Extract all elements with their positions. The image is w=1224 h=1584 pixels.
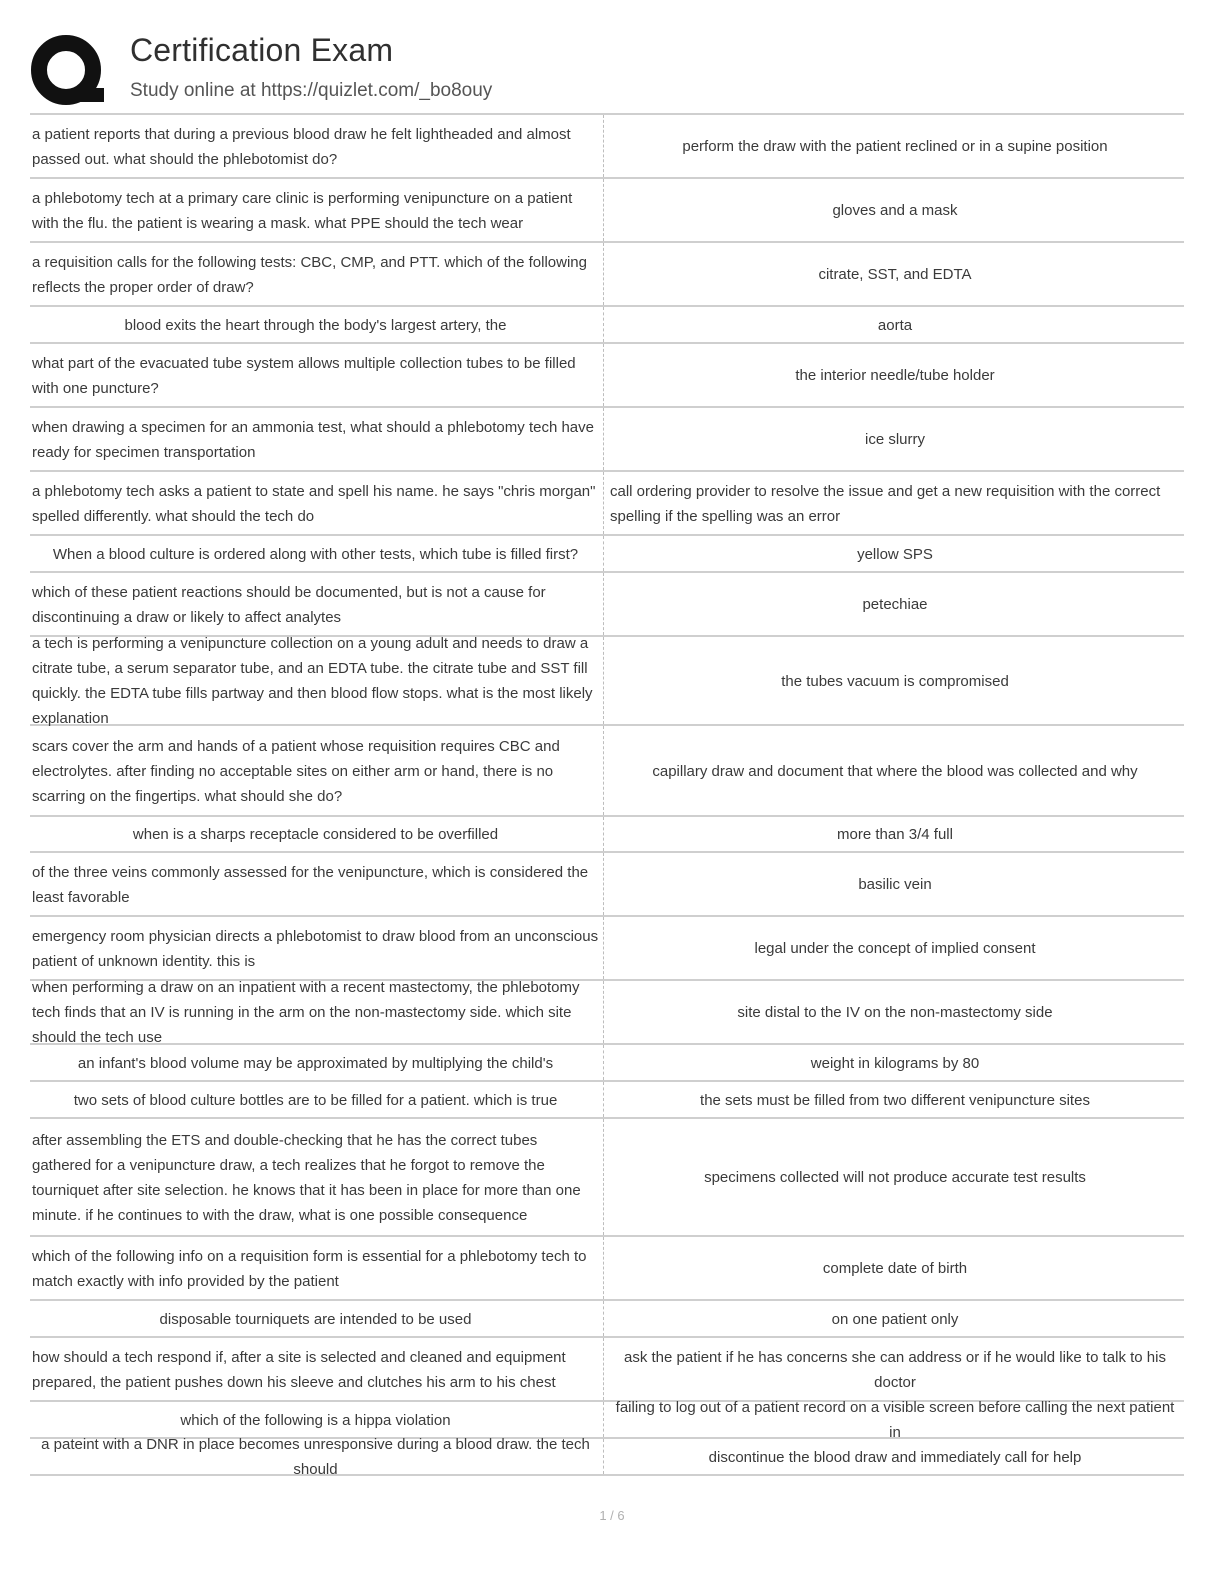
card-row: [30, 1436, 1184, 1478]
card-definition: weight in kilograms by 80: [810, 1054, 980, 1072]
card-definition: on one patient only: [831, 1310, 959, 1328]
card-term: when drawing a specimen for an ammonia test, what should a phlebotomy tech have ready for specimen transportation: [30, 408, 604, 470]
card-row: [30, 917, 1184, 981]
card-row: [30, 817, 1184, 853]
card-definition: petechiae: [862, 596, 928, 613]
card-definition: the tubes vacuum is compromised: [781, 672, 1009, 690]
card-term: a requisition calls for the following tests: CBC, CMP, and PTT. which of the following reflects the proper order of draw?: [30, 243, 604, 305]
card-definition: specimens collected will not produce accurate test results: [704, 1169, 1086, 1186]
page-header: [30, 28, 1190, 112]
card-term: disposable tourniquets are intended to be used: [30, 1301, 604, 1336]
card-term: when performing a draw on an inpatient with a recent mastectomy, the phlebotomy tech finds that an IV is running in the arm on the non-mastectomy side. which site should the tech use: [30, 981, 604, 1043]
card-definition: aorta: [877, 316, 913, 334]
page-number: 1 / 6: [599, 1508, 625, 1523]
flashcard-table: [30, 113, 1184, 1476]
card-row: [30, 344, 1184, 408]
card-row: [30, 1338, 1184, 1402]
card-term: when is a sharps receptacle considered to be overfilled: [30, 817, 604, 851]
card-definition: ice slurry: [864, 431, 925, 448]
card-term: a patient reports that during a previous blood draw he felt lightheaded and almost passed out. what should the phlebotomist do?: [30, 115, 604, 177]
card-definition: complete date of birth: [822, 1260, 968, 1277]
card-row: [30, 637, 1184, 726]
card-row: [30, 115, 1184, 179]
card-term: which of the following info on a requisition form is essential for a phlebotomy tech to match exactly with info provided by the patient: [30, 1237, 604, 1299]
card-term: scars cover the arm and hands of a patient whose requisition requires CBC and electrolytes. after finding no acceptable sites on either arm or hand, there is no scarring on the fingertips. what should she do?: [30, 726, 604, 815]
card-term: of the three veins commonly assessed for the venipuncture, which is considered the least favorable: [30, 853, 604, 915]
card-row: [30, 472, 1184, 536]
card-row: [30, 1301, 1184, 1338]
card-term: two sets of blood culture bottles are to be filled for a patient. which is true: [30, 1082, 604, 1117]
card-row: [30, 573, 1184, 637]
card-definition: call ordering provider to resolve the issue and get a new requisition with the correct spelling if the spelling was an error: [610, 482, 1161, 525]
card-row: [30, 307, 1184, 344]
card-term: a phlebotomy tech asks a patient to state and spell his name. he says "chris morgan" spelled differently. what should the tech do: [30, 472, 604, 534]
card-row: [30, 726, 1184, 817]
card-row: [30, 1045, 1184, 1082]
card-definition: the sets must be filled from two different venipuncture sites: [700, 1091, 1090, 1109]
card-definition: site distal to the IV on the non-mastectomy side: [737, 1004, 1053, 1021]
card-definition: discontinue the blood draw and immediately call for help: [708, 1448, 1082, 1466]
card-term: a tech is performing a venipuncture collection on a young adult and needs to draw a citrate tube, a serum separator tube, and an EDTA tube. the citrate tube and SST fill quickly. the EDTA tube fills partway and then blood flow stops. what is the most likely explanation: [30, 637, 604, 724]
card-term: When a blood culture is ordered along with other tests, which tube is filled first?: [30, 536, 604, 571]
card-row: [30, 536, 1184, 573]
card-term: which of the following is a hippa violation: [30, 1402, 604, 1437]
card-definition: citrate, SST, and EDTA: [818, 266, 972, 283]
card-term: an infant's blood volume may be approximated by multiplying the child's: [30, 1045, 604, 1080]
card-row: [30, 408, 1184, 472]
card-definition: capillary draw and document that where the blood was collected and why: [652, 762, 1138, 780]
card-row: [30, 1082, 1184, 1119]
card-term: blood exits the heart through the body's largest artery, the: [30, 307, 604, 342]
card-term: after assembling the ETS and double-checking that he has the correct tubes gathered for a venipuncture draw, a tech realizes that he forgot to remove the tourniquet after site selection. he knows that it has been in place for more than one minute. if he continues to with the draw, what is one possible consequence: [30, 1119, 604, 1235]
card-row: [30, 179, 1184, 243]
quizlet-logo-icon: [30, 32, 110, 112]
card-term: what part of the evacuated tube system allows multiple collection tubes to be filled with one puncture?: [30, 344, 604, 406]
card-definition: ask the patient if he has concerns she can address or if he would like to talk to his doctor: [624, 1348, 1166, 1391]
card-definition: perform the draw with the patient reclined or in a supine position: [682, 138, 1108, 155]
card-row: [30, 243, 1184, 307]
card-term: a pateint with a DNR in place becomes unresponsive during a blood draw. the tech should: [30, 1439, 604, 1474]
page-title: Certification Exam: [130, 32, 394, 68]
study-link[interactable]: Study online at https://quizlet.com/_bo8ouy: [130, 80, 493, 101]
card-definition: yellow SPS: [857, 545, 933, 563]
card-definition: more than 3/4 full: [837, 826, 953, 843]
card-definition: failing to log out of a patient record on a visible screen before calling the next patient in: [615, 1399, 1175, 1441]
card-definition: basilic vein: [858, 876, 932, 893]
card-row: [30, 1237, 1184, 1301]
card-term: a phlebotomy tech at a primary care clinic is performing venipuncture on a patient with the flu. the patient is wearing a mask. what PPE should the tech wear: [30, 179, 604, 241]
card-row: [30, 981, 1184, 1045]
card-definition: legal under the concept of implied consent: [754, 940, 1036, 957]
card-row: [30, 1119, 1184, 1237]
card-term: how should a tech respond if, after a site is selected and cleaned and equipment prepared, the patient pushes down his sleeve and clutches his arm to his chest: [30, 1338, 604, 1400]
card-definition: gloves and a mask: [832, 202, 958, 219]
card-definition: the interior needle/tube holder: [795, 367, 995, 384]
card-term: which of these patient reactions should be documented, but is not a cause for discontinuing a draw or likely to affect analytes: [30, 573, 604, 635]
card-row: [30, 853, 1184, 917]
card-term: emergency room physician directs a phlebotomist to draw blood from an unconscious patient of unknown identity. this is: [30, 917, 604, 979]
